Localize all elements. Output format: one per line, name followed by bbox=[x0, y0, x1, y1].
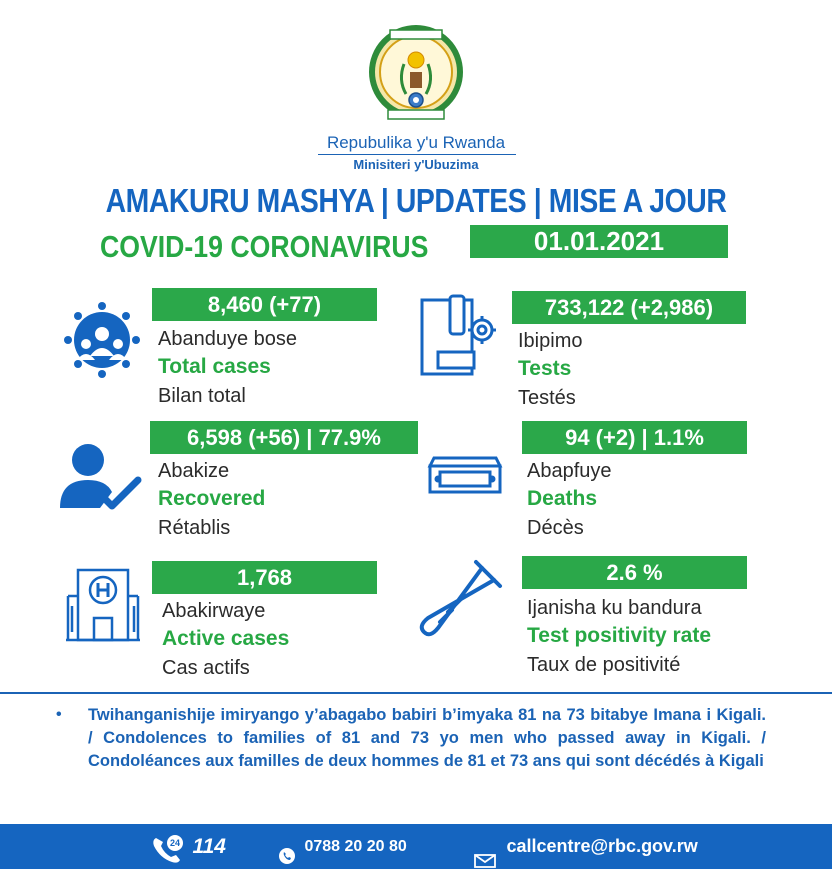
active-cases-value: 1,768 bbox=[152, 561, 377, 594]
tests-value: 733,122 (+2,986) bbox=[512, 291, 746, 324]
email-address: callcentre@rbc.gov.rw bbox=[506, 836, 698, 856]
recovered-rw: Abakize bbox=[158, 460, 230, 482]
active-cases-rw: Abakirwaye bbox=[162, 600, 266, 622]
active-cases-en: Active cases bbox=[162, 627, 290, 650]
hotline-badge: 24 bbox=[169, 837, 181, 848]
whatsapp-number: 0788 20 20 80 bbox=[304, 838, 407, 855]
note-bullet: • bbox=[56, 706, 62, 723]
coat-of-arms bbox=[366, 20, 466, 130]
microscope-icon bbox=[416, 294, 502, 383]
hotline-number: 114 bbox=[192, 835, 226, 858]
active-cases-fr: Cas actifs bbox=[162, 657, 250, 679]
positivity-en: Test positivity rate bbox=[527, 624, 711, 647]
hotline[interactable] bbox=[150, 824, 226, 869]
deaths-rw: Abapfuye bbox=[527, 460, 612, 482]
deaths-fr: Décès bbox=[527, 517, 584, 539]
whatsapp-contact[interactable] bbox=[278, 824, 407, 869]
positivity-value: 2.6 % bbox=[522, 556, 747, 589]
date-badge: 01.01.2021 bbox=[470, 225, 728, 258]
total-cases-en: Total cases bbox=[158, 355, 271, 378]
recovered-value: 6,598 (+56) | 77.9% bbox=[150, 421, 418, 454]
email-contact[interactable] bbox=[474, 824, 698, 869]
republic-name: Repubulika y'u Rwanda bbox=[326, 133, 506, 152]
virus-people-icon bbox=[64, 300, 140, 385]
test-tube-icon bbox=[418, 556, 508, 647]
deaths-value: 94 (+2) | 1.1% bbox=[522, 421, 747, 454]
mail-icon bbox=[474, 841, 496, 855]
positivity-rw: Ijanisha ku bandura bbox=[527, 597, 702, 619]
tests-fr: Testés bbox=[518, 387, 576, 409]
recovered-fr: Rétablis bbox=[158, 517, 231, 539]
total-cases-fr: Bilan total bbox=[158, 385, 246, 407]
condolence-note: Twihanganishije imiryango y’abagabo babiri b’imyaka 81 na 73 bitabye Imana i Kigali. / Condolences to families of 81 and 73 yo men who passed away in Kigali. / Condoléances aux familles de deux hommes de 81 et 73 ans qui sont décédés à Kigali bbox=[88, 706, 766, 770]
phone-24-icon bbox=[150, 834, 186, 864]
tests-en: Tests bbox=[518, 357, 572, 380]
headline: AMAKURU MASHYA | UPDATES | MISE A JOUR bbox=[105, 182, 727, 219]
total-cases-rw: Abanduye bose bbox=[158, 328, 298, 350]
contact-footer bbox=[0, 824, 832, 869]
whatsapp-icon bbox=[278, 838, 296, 856]
total-cases-value: 8,460 (+77) bbox=[152, 288, 377, 321]
hospital-icon bbox=[66, 566, 140, 647]
section-divider bbox=[0, 692, 832, 694]
tests-rw: Ibipimo bbox=[518, 330, 583, 352]
header-rule bbox=[318, 154, 516, 155]
ministry-name: Minisiteri y'Ubuzima bbox=[353, 157, 479, 172]
deaths-en: Deaths bbox=[527, 487, 598, 510]
recovered-en: Recovered bbox=[158, 487, 266, 510]
positivity-fr: Taux de positivité bbox=[527, 654, 681, 676]
coffin-icon bbox=[426, 452, 504, 501]
covid-title: COVID-19 CORONAVIRUS bbox=[100, 229, 429, 264]
user-check-icon bbox=[60, 440, 142, 517]
